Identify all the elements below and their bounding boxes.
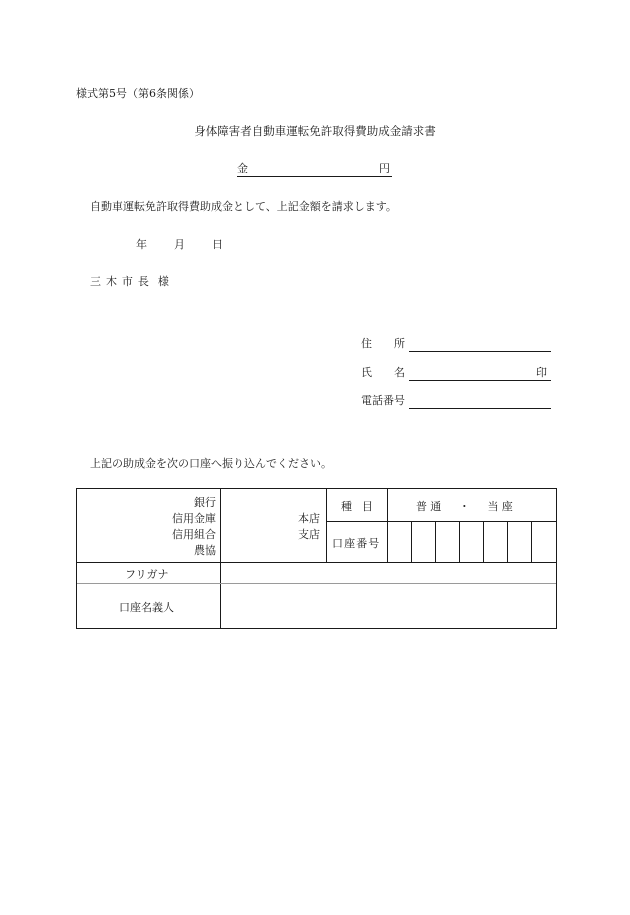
- furigana-label: フリガナ: [125, 568, 169, 581]
- name-field[interactable]: [361, 364, 551, 380]
- date-month-label: 月: [174, 238, 185, 251]
- address-underline: [409, 351, 551, 352]
- digit-divider: [411, 521, 412, 562]
- address-label: 住 所: [361, 337, 405, 350]
- date-day-label: 日: [212, 238, 223, 251]
- bank-type-list: [172, 495, 216, 559]
- branch-type-list: [298, 511, 320, 543]
- bank-type-bank: 銀行: [194, 496, 216, 509]
- digit-divider: [507, 521, 508, 562]
- account-type-label: 種目: [341, 500, 383, 513]
- bank-account-table: [76, 488, 557, 629]
- account-holder-label: 口座名義人: [119, 601, 174, 614]
- phone-label: 電話番号: [361, 394, 405, 407]
- bank-type-agricultural-coop: 農協: [194, 544, 216, 557]
- digit-divider: [483, 521, 484, 562]
- request-statement: 自動車運転免許取得費助成金として、上記金額を請求します。: [90, 200, 397, 213]
- amount-unit: 円: [379, 162, 390, 175]
- amount-field[interactable]: [237, 160, 392, 177]
- name-underline: [409, 380, 551, 381]
- amount-prefix: 金: [237, 162, 248, 175]
- bank-name-cell[interactable]: [77, 489, 220, 562]
- digit-divider: [459, 521, 460, 562]
- digit-divider: [435, 521, 436, 562]
- phone-underline: [409, 408, 551, 409]
- table-divider: [326, 521, 556, 522]
- bank-type-credit-cooperative: 信用組合: [172, 528, 216, 541]
- date-year-label: 年: [136, 238, 147, 251]
- document-title: 身体障害者自動車運転免許取得費助成金請求書: [194, 124, 436, 138]
- bank-type-credit-union: 信用金庫: [172, 512, 216, 525]
- branch-type-head: 本店: [298, 512, 320, 525]
- digit-divider: [531, 521, 532, 562]
- addressee-name: 三木市長: [90, 275, 154, 288]
- furigana-input[interactable]: [220, 562, 556, 583]
- transfer-instruction: 上記の助成金を次の口座へ振り込んでください。: [90, 457, 332, 470]
- account-number-label: 口座番号: [332, 537, 381, 550]
- seal-mark: 印: [536, 366, 547, 379]
- addressee: [90, 273, 174, 289]
- phone-field[interactable]: [361, 392, 551, 408]
- name-label: 氏 名: [361, 366, 405, 379]
- branch-name-cell[interactable]: [220, 489, 326, 562]
- table-divider: [387, 489, 388, 562]
- account-type-options[interactable]: 普通 ・ 当座: [416, 500, 517, 513]
- table-divider: [326, 489, 327, 562]
- account-holder-input[interactable]: [220, 583, 556, 628]
- date-field[interactable]: [136, 236, 223, 252]
- form-number: 様式第5号（第6条関係）: [76, 87, 200, 100]
- address-field[interactable]: [361, 335, 551, 351]
- branch-type-branch: 支店: [298, 528, 320, 541]
- addressee-honorific: 様: [157, 275, 174, 288]
